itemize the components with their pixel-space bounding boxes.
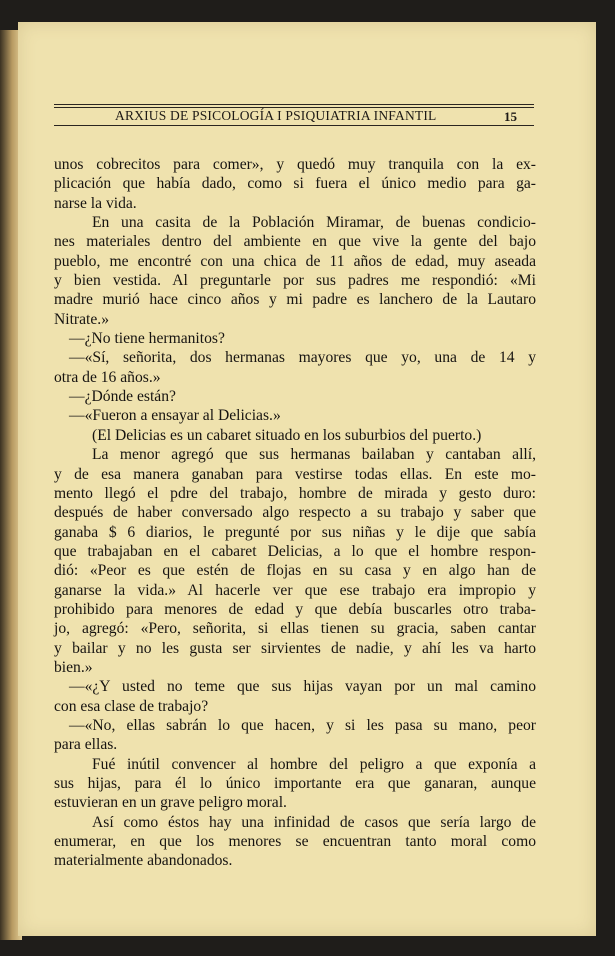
text-line: plicación que había dado, como si fuera el único medio para ga-	[54, 175, 536, 193]
text-line: con esa clase de trabajo?	[54, 697, 209, 715]
text-line: ganarse la vida.» Al hacerle ver que ese trabajo era impropio y	[54, 581, 536, 599]
text-line: mento llegó el pdre del trabajo, hombre de mirada y gesto duro:	[54, 484, 536, 502]
text-line: bien.»	[54, 658, 93, 676]
text-line: madre murió hace cinco años y mi padre es lanchero de la Lautaro	[54, 291, 536, 309]
text-line: otra de 16 años.»	[54, 368, 161, 386]
text-line: En una casita de la Población Miramar, de buenas condicio-	[92, 214, 536, 232]
text-line: y bien vestida. Al preguntarle por sus padres me respondió: «Mi	[54, 272, 536, 290]
text-line: para ellas.	[54, 736, 118, 754]
header-bottom-rule	[54, 125, 534, 126]
text-line: —¿No tiene hermanitos?	[69, 330, 225, 348]
text-line: después de haber conversado algo respecto a su trabajo y saber que	[54, 504, 536, 522]
text-line: enumerar, en que los menores se encuentran tanto moral como	[54, 833, 536, 851]
body-text	[54, 155, 536, 871]
text-line: prohibido para menores de edad y que debía buscarles otro traba-	[54, 600, 536, 618]
running-header-title: ARXIUS DE PSICOLOGÍA I PSIQUIATRIA INFANTIL	[115, 108, 437, 123]
text-line: (El Delicias es un cabaret situado en los suburbios del puerto.)	[92, 426, 482, 444]
header-top-rule	[54, 104, 534, 105]
text-line: narse la vida.	[54, 194, 137, 212]
text-line: Nitrate.»	[54, 310, 109, 328]
text-line: nes materiales dentro del ambiente en que vive la gente del bajo	[54, 233, 536, 251]
text-line: sus hijas, para él lo único importante era que ganaran, aunque	[54, 775, 536, 792]
text-line: dió: «Peor es que estén de flojas en su casa y en algo han de	[54, 562, 536, 580]
page-number: 15	[504, 109, 517, 124]
book-page	[18, 22, 596, 936]
text-line: y bailar y no les gusta ser sirvientes de nadie, y ahí les va harto	[54, 639, 536, 657]
text-line: que trabajaban en el cabaret Delicias, a lo que el hombre respon-	[54, 542, 536, 560]
text-line: estuvieran en un grave peligro moral.	[54, 794, 287, 812]
text-line: jo, agregó: «Pero, señorita, si ellas tienen su gracia, saben cantar	[54, 620, 536, 638]
text-line: —«¿Y usted no teme que sus hijas vayan por un mal camino	[69, 678, 536, 696]
text-line: Fué inútil convencer al hombre del peligro a que exponía a	[92, 755, 536, 773]
text-line: pueblo, me encontré con una chica de 11 años de edad, muy aseada	[54, 252, 536, 270]
text-line: ganaba $ 6 diarios, le pregunté por sus niñas y le dije que sabía	[54, 523, 536, 541]
text-line: —«No, ellas sabrán lo que hacen, y si les pasa su mano, peor	[69, 716, 536, 734]
text-line: materialmente abandonados.	[54, 852, 233, 870]
text-line: —«Fueron a ensayar al Delicias.»	[69, 407, 281, 425]
text-line: La menor agregó que sus hermanas bailaban y cantaban allí,	[92, 446, 536, 464]
text-line: —«Sí, señorita, dos hermanas mayores que yo, una de 14 y	[69, 349, 536, 367]
text-line: unos cobrecitos para comer», y quedó muy tranquila con la ex-	[54, 156, 536, 173]
text-line: Así como éstos hay una infinidad de casos que sería largo de	[92, 813, 536, 831]
text-line: —¿Dónde están?	[69, 388, 176, 406]
text-line: y de esa manera ganaban para vestirse todas ellas. En este mo-	[54, 465, 536, 483]
